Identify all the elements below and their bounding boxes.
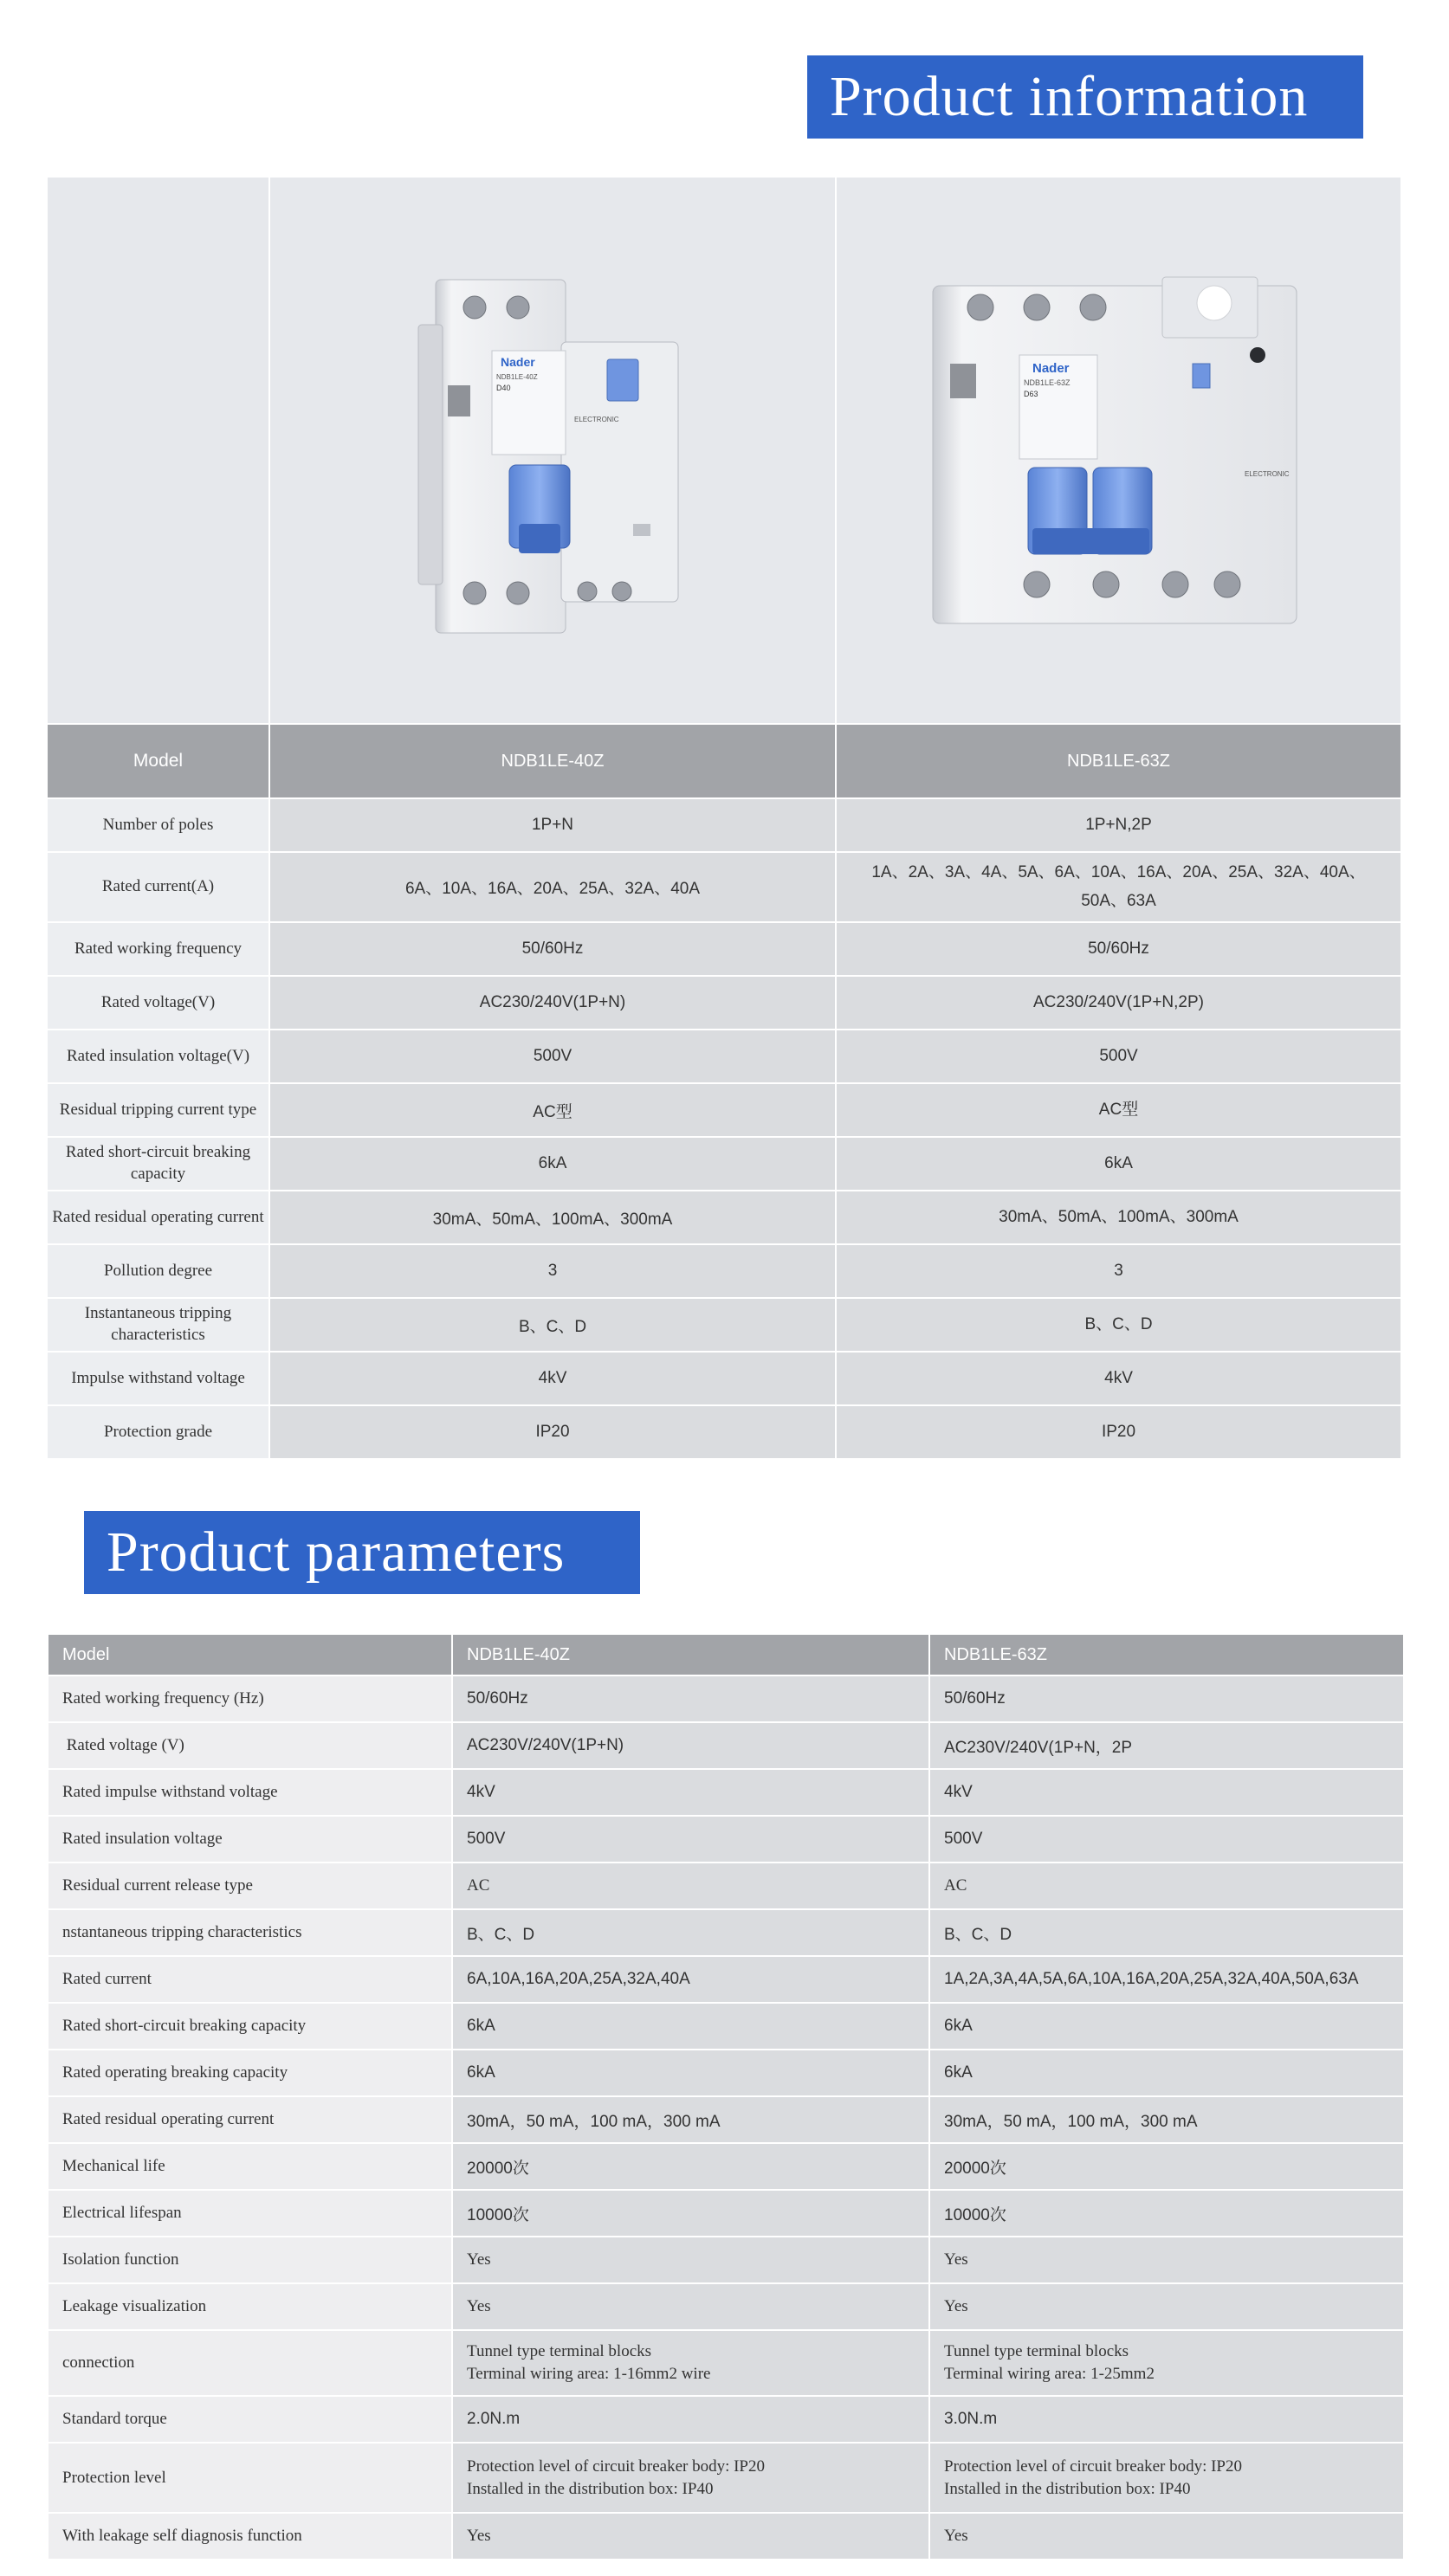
info-row-value-b: 4kV <box>837 1353 1400 1406</box>
params-row-value-a: 20000次 <box>453 2144 930 2189</box>
info-row-value-b: 50/60Hz <box>837 923 1400 977</box>
product-parameters-table <box>49 1635 1403 2560</box>
svg-text:D40: D40 <box>496 384 511 392</box>
params-row <box>49 1770 1403 1817</box>
params-row-value-b-line1: Protection level of circuit breaker body: IP20 <box>944 2457 1243 2476</box>
params-row <box>49 2331 1403 2397</box>
info-row <box>48 1138 1400 1191</box>
params-row-value-b: 4kV <box>930 1770 1403 1815</box>
params-row-value-a: 500V <box>453 1817 930 1862</box>
params-row-value-a: Yes <box>453 2514 930 2559</box>
info-row-value-b: AC型 <box>837 1084 1400 1138</box>
params-row-label: Mechanical life <box>49 2144 453 2189</box>
params-header-row <box>49 1635 1403 1676</box>
info-row-value-a: 50/60Hz <box>270 923 837 977</box>
info-row-value-b: IP20 <box>837 1406 1400 1460</box>
info-row <box>48 1353 1400 1406</box>
params-row-value-b: 10000次 <box>930 2191 1403 2236</box>
params-row <box>49 2004 1403 2050</box>
info-row-label: Pollution degree <box>48 1245 270 1299</box>
params-row-value-a <box>453 2444 930 2512</box>
params-row-value-a: 30mA，50 mA，100 mA，300 mA <box>453 2097 930 2142</box>
params-row-label: nstantaneous tripping characteristics <box>49 1910 453 1955</box>
params-row <box>49 2444 1403 2514</box>
params-row-label: Protection level <box>49 2444 453 2512</box>
params-row-value-a-line1: Tunnel type terminal blocks <box>467 2342 652 2361</box>
info-row-value-b: 3 <box>837 1245 1400 1299</box>
params-row-value-b: 30mA，50 mA，100 mA，300 mA <box>930 2097 1403 2142</box>
params-row-value-a-line2: Terminal wiring area: 1-16mm2 wire <box>467 2365 711 2383</box>
info-row-value-a: 6A、10A、16A、20A、25A、32A、40A <box>270 853 837 923</box>
params-row-value-a-line1: Protection level of circuit breaker body: IP20 <box>467 2457 766 2476</box>
product-parameters-banner <box>84 1511 640 1594</box>
params-row-value-a: 6A,10A,16A,20A,25A,32A,40A <box>453 1957 930 2002</box>
info-row-value-b: 30mA、50mA、100mA、300mA <box>837 1191 1400 1245</box>
info-header-model-a: NDB1LE-40Z <box>270 725 837 799</box>
circuit-breaker-1p-n-image <box>410 264 695 636</box>
info-row-value-b: 1A、2A、3A、4A、5A、6A、10A、16A、20A、25A、32A、40A、50A、63A <box>837 853 1400 923</box>
info-row-value-a: 1P+N <box>270 799 837 853</box>
params-row-label: Rated impulse withstand voltage <box>49 1770 453 1815</box>
params-row <box>49 2191 1403 2237</box>
params-row-value-b-line1: Tunnel type terminal blocks <box>944 2342 1129 2361</box>
info-row-value-a: 4kV <box>270 1353 837 1406</box>
params-row-value-a: AC <box>453 1863 930 1908</box>
params-row-value-b: 500V <box>930 1817 1403 1862</box>
params-row <box>49 2237 1403 2284</box>
info-row-label: Impulse withstand voltage <box>48 1353 270 1406</box>
info-row-label: Rated voltage(V) <box>48 977 270 1030</box>
params-header-model-b: NDB1LE-63Z <box>930 1635 1403 1675</box>
params-header-model-label: Model <box>49 1635 453 1675</box>
params-row-label: connection <box>49 2331 453 2395</box>
params-row-value-b: 3.0N.m <box>930 2397 1403 2442</box>
info-row-value-b: B、C、D <box>837 1299 1400 1353</box>
params-row-label: Rated insulation voltage <box>49 1817 453 1862</box>
info-row-value-a: 30mA、50mA、100mA、300mA <box>270 1191 837 1245</box>
params-row <box>49 1957 1403 2004</box>
info-row-label: Protection grade <box>48 1406 270 1460</box>
params-row-value-b <box>930 2444 1403 2512</box>
product-image-row <box>48 178 1400 725</box>
params-row-value-a: 6kA <box>453 2050 930 2095</box>
info-row <box>48 1030 1400 1084</box>
params-row-value-a: B、C、D <box>453 1910 930 1955</box>
info-row-label: Rated insulation voltage(V) <box>48 1030 270 1084</box>
svg-text:NDB1LE-63Z: NDB1LE-63Z <box>1023 378 1071 387</box>
info-row-label: Rated working frequency <box>48 923 270 977</box>
params-row-value-a: 4kV <box>453 1770 930 1815</box>
info-row <box>48 1191 1400 1245</box>
params-row-value-a: Yes <box>453 2284 930 2329</box>
svg-text:D63: D63 <box>1023 390 1038 398</box>
info-header-row <box>48 725 1400 799</box>
params-row-value-b: 50/60Hz <box>930 1676 1403 1721</box>
info-row <box>48 853 1400 923</box>
info-row-label: Rated residual operating current <box>48 1191 270 1245</box>
svg-text:NDB1LE-40Z: NDB1LE-40Z <box>496 373 538 381</box>
info-row-value-a: 6kA <box>270 1138 837 1191</box>
image-row-label-cell <box>48 178 270 725</box>
params-row-value-b-line2: Installed in the distribution box: IP40 <box>944 2479 1191 2498</box>
params-row <box>49 1910 1403 1957</box>
info-row-value-a: B、C、D <box>270 1299 837 1353</box>
params-row <box>49 2144 1403 2191</box>
info-row-value-b: AC230/240V(1P+N,2P) <box>837 977 1400 1030</box>
params-row <box>49 2050 1403 2097</box>
params-row-label: Rated residual operating current <box>49 2097 453 2142</box>
params-row-value-a: 6kA <box>453 2004 930 2049</box>
info-row <box>48 1245 1400 1299</box>
product-image-cell-b <box>837 178 1400 725</box>
svg-text:ELECTRONIC: ELECTRONIC <box>1244 470 1290 478</box>
params-row-label: Electrical lifespan <box>49 2191 453 2236</box>
params-row-value-a: Yes <box>453 2237 930 2282</box>
params-row-label: Rated working frequency (Hz) <box>49 1676 453 1721</box>
params-row-value-b: 6kA <box>930 2004 1403 2049</box>
params-row-label: Isolation function <box>49 2237 453 2282</box>
product-information-banner <box>807 55 1363 139</box>
params-row <box>49 2097 1403 2144</box>
info-row-value-a: IP20 <box>270 1406 837 1460</box>
params-row-value-b: Yes <box>930 2284 1403 2329</box>
params-row-label: Rated voltage (V) <box>49 1723 453 1768</box>
info-header-model-label: Model <box>48 725 270 799</box>
info-row-label: Residual tripping current type <box>48 1084 270 1138</box>
params-row-label: Rated operating breaking capacity <box>49 2050 453 2095</box>
params-row-label: Residual current release type <box>49 1863 453 1908</box>
params-row-value-b: Yes <box>930 2514 1403 2559</box>
info-row <box>48 799 1400 853</box>
info-row <box>48 1406 1400 1460</box>
params-row-value-b: AC230V/240V(1P+N，2P <box>930 1723 1403 1768</box>
info-row-label: Number of poles <box>48 799 270 853</box>
params-row-label: Rated current <box>49 1957 453 2002</box>
params-row-value-b: 1A,2A,3A,4A,5A,6A,10A,16A,20A,25A,32A,40A,50A,63A <box>930 1957 1403 2002</box>
info-row <box>48 1299 1400 1353</box>
svg-text:Nader: Nader <box>501 355 535 369</box>
product-information-table <box>48 178 1400 1460</box>
info-row-label: Rated short-circuit breaking capacity <box>48 1138 270 1191</box>
params-row-value-b: AC <box>930 1863 1403 1908</box>
params-row <box>49 1817 1403 1863</box>
params-row-label: Standard torque <box>49 2397 453 2442</box>
params-row <box>49 1863 1403 1910</box>
params-row-value-b: 20000次 <box>930 2144 1403 2189</box>
params-row-value-a: 10000次 <box>453 2191 930 2236</box>
params-row-value-a: 2.0N.m <box>453 2397 930 2442</box>
params-row-value-a-line2: Installed in the distribution box: IP40 <box>467 2479 714 2498</box>
params-row-value-b: 6kA <box>930 2050 1403 2095</box>
params-row-value-a: AC230V/240V(1P+N) <box>453 1723 930 1768</box>
params-row <box>49 1676 1403 1723</box>
circuit-breaker-2p-image <box>915 251 1323 649</box>
info-row-value-a: AC型 <box>270 1084 837 1138</box>
params-header-model-a: NDB1LE-40Z <box>453 1635 930 1675</box>
params-row <box>49 2397 1403 2444</box>
info-row-value-a: 500V <box>270 1030 837 1084</box>
params-row-value-b <box>930 2331 1403 2395</box>
info-row-value-b: 1P+N,2P <box>837 799 1400 853</box>
params-row-value-a: 50/60Hz <box>453 1676 930 1721</box>
info-row-value-b: 500V <box>837 1030 1400 1084</box>
info-row-value-a: AC230/240V(1P+N) <box>270 977 837 1030</box>
params-row-label: Leakage visualization <box>49 2284 453 2329</box>
params-row-value-b: Yes <box>930 2237 1403 2282</box>
params-row-value-b: B、C、D <box>930 1910 1403 1955</box>
info-row-value-b: 6kA <box>837 1138 1400 1191</box>
product-image-cell-a <box>270 178 837 725</box>
params-row <box>49 2514 1403 2560</box>
info-header-model-b: NDB1LE-63Z <box>837 725 1400 799</box>
info-row <box>48 923 1400 977</box>
svg-text:Nader: Nader <box>1032 361 1070 376</box>
info-row-value-a: 3 <box>270 1245 837 1299</box>
info-row-label: Rated current(A) <box>48 853 270 923</box>
product-information-title: Product information <box>830 65 1309 128</box>
info-row <box>48 977 1400 1030</box>
params-row-label: With leakage self diagnosis function <box>49 2514 453 2559</box>
params-row-label: Rated short-circuit breaking capacity <box>49 2004 453 2049</box>
info-row <box>48 1084 1400 1138</box>
info-row-label: Instantaneous tripping characteristics <box>48 1299 270 1353</box>
svg-text:ELECTRONIC: ELECTRONIC <box>574 416 619 423</box>
product-parameters-title: Product parameters <box>107 1520 566 1584</box>
params-row-value-b-line2: Terminal wiring area: 1-25mm2 <box>944 2365 1155 2383</box>
params-row <box>49 2284 1403 2331</box>
params-row <box>49 1723 1403 1770</box>
params-row-value-a <box>453 2331 930 2395</box>
